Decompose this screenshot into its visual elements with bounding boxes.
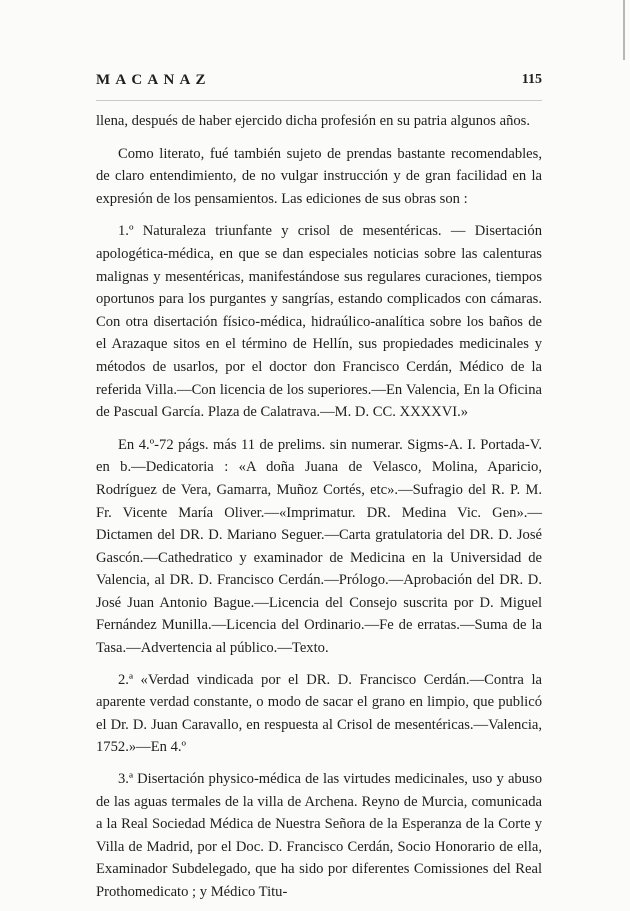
body-text [96,110,542,904]
paragraph-literato: Como literato, fué también sujeto de prendas bastante recomendables, de claro entendimiento, de no vulgar instrucción y de gran facilidad en la expresión de los pensamientos. Las ediciones de sus obras son : [96,145,542,207]
header-rule [96,100,542,101]
page-header [96,70,542,94]
running-head: MACANAZ [96,72,211,88]
paragraph-continuation: llena, después de haber ejercido dicha profesión en su patria algunos años. [96,113,531,129]
page-number: 115 [521,72,542,87]
paragraph-item-3: 3.ª Disertación physico-médica de las virtudes medicinales, uso y abuso de las aguas termales de la villa de Archena. Reyno de Murcia, comunicada a la Real Sociedad Médica de Nuestra Señora de la Esperanza de la Corte y Villa de Madrid, por el Doc. D. Francisco Cerdán, Socio Honorario de ella, Examinador Subdelegado, que ha sido por diferentes Comissiones del Real Prothomedicato ; y Médico Titu- [96,771,542,900]
scan-edge-mark [623,0,625,60]
paragraph-item-1: 1.º Naturaleza triunfante y crisol de mesentéricas. — Disertación apologética-médica, en que se dan especiales noticias sobre las calenturas malignas y mesentéricas, manifestándose sus regulares curaciones, tiempos oportunos para los purgantes y sangrías, estando complicados con cámaras. Con otra disertación físico-médica, hidraúlico-analítica sobre los baños de el Arazaque sitos en el término de Hellín, sus propiedades medicinales y métodos de usarlos, por el doctor don Francisco Cerdán, Médico de la referida Villa.—Con licencia de los superiores.—En Valencia, En la Oficina de Pascual García. Plaza de Calatrava.—M. D. CC. XXXXVI.» [96,223,542,421]
paragraph-item-1-description: En 4.º-72 págs. más 11 de prelims. sin numerar. Sigms-A. I. Portada-V. en b.—Dedicatoria : «A doña Juana de Velasco, Molina, Aparicio, Rodríguez de Vera, Gamarra, Muñoz Cortés, etc».—Sufragio del R. P. M. Fr. Vicente María Oliver.—«Imprimatur. DR. Medina Vic. Gen».—Dictamen del DR. D. Mariano Seguer.—Carta gratulatoria del DR. D. José Gascón.—Cathedratico y examinador de Medicina en la Universidad de Valencia, al DR. D. Francisco Cerdán.—Prólogo.—Aprobación del DR. D. José Juan Antonio Bague.—Licencia del Consejo suscrita por D. Miguel Fernández Munilla.—Licencia del Ordinario.—Fe de erratas.—Suma de la Tasa.—Advertencia al público.—Texto. [96,436,542,657]
paragraph-item-2: 2.ª «Verdad vindicada por el DR. D. Francisco Cerdán.—Contra la aparente verdad constante, o modo de sacar el grano en limpio, que publicó el Dr. D. Juan Caravallo, en respuesta al Crisol de mesentéricas.—Valencia, 1752.»—En 4.º [96,671,542,756]
